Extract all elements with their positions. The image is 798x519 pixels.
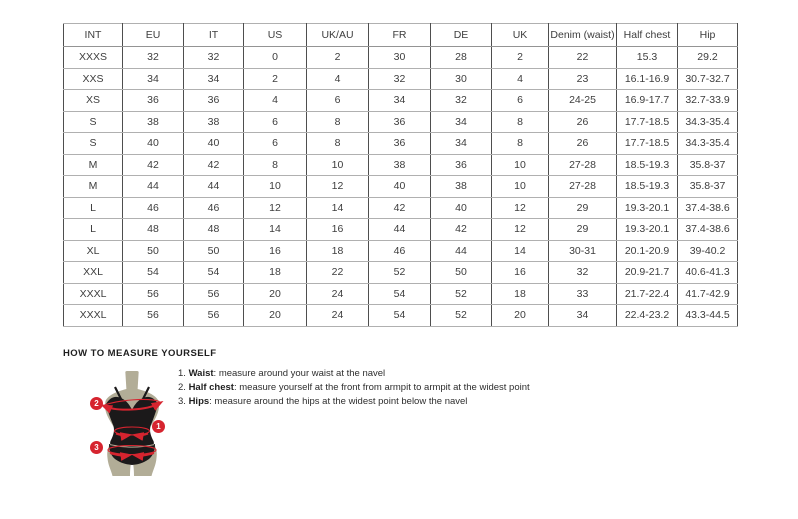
table-cell: 6	[307, 90, 369, 112]
table-cell: 10	[492, 154, 549, 176]
table-cell: 52	[431, 283, 492, 305]
table-cell: 48	[184, 219, 244, 241]
measure-steps	[178, 369, 530, 411]
table-cell: 6	[492, 90, 549, 112]
table-cell: M	[64, 154, 123, 176]
table-cell: 17.7-18.5	[617, 111, 678, 133]
table-cell: 20	[244, 283, 307, 305]
table-cell: 40	[123, 133, 184, 155]
table-cell: 14	[244, 219, 307, 241]
table-cell: 34	[549, 305, 617, 327]
table-row	[64, 68, 738, 90]
table-cell: 30-31	[549, 240, 617, 262]
table-cell: 8	[307, 111, 369, 133]
table-cell: 37.4-38.6	[678, 197, 738, 219]
table-cell: 42	[123, 154, 184, 176]
table-cell: 36	[431, 154, 492, 176]
table-cell: 10	[307, 154, 369, 176]
column-header: INT	[64, 24, 123, 47]
table-cell: 54	[369, 283, 431, 305]
table-cell: 54	[123, 262, 184, 284]
table-cell: 40	[184, 133, 244, 155]
column-header: EU	[123, 24, 184, 47]
table-cell: 38	[369, 154, 431, 176]
column-header: DE	[431, 24, 492, 47]
table-cell: 0	[244, 47, 307, 69]
table-cell: 36	[184, 90, 244, 112]
table-cell: 16	[492, 262, 549, 284]
table-cell: 39-40.2	[678, 240, 738, 262]
table-cell: 34	[123, 68, 184, 90]
mannequin-neck	[125, 371, 138, 391]
table-row	[64, 197, 738, 219]
table-cell: 52	[431, 305, 492, 327]
table-cell: 30	[369, 47, 431, 69]
table-cell: 44	[369, 219, 431, 241]
size-chart-table	[63, 23, 738, 327]
table-cell: 16.1-16.9	[617, 68, 678, 90]
table-cell: XXS	[64, 68, 123, 90]
table-cell: 56	[123, 283, 184, 305]
column-header: Hip	[678, 24, 738, 47]
table-cell: 4	[492, 68, 549, 90]
table-cell: 48	[123, 219, 184, 241]
table-row	[64, 47, 738, 69]
table-cell: 18	[492, 283, 549, 305]
table-cell: 40.6-41.3	[678, 262, 738, 284]
table-cell: 43.3-44.5	[678, 305, 738, 327]
column-header: IT	[184, 24, 244, 47]
table-cell: XL	[64, 240, 123, 262]
table-cell: 8	[492, 111, 549, 133]
table-cell: 17.7-18.5	[617, 133, 678, 155]
measure-step: 3. Hips: measure around the hips at the widest point below the navel	[178, 396, 468, 407]
table-cell: 36	[123, 90, 184, 112]
table-cell: 20.9-21.7	[617, 262, 678, 284]
column-header: Half chest	[617, 24, 678, 47]
table-cell: 46	[123, 197, 184, 219]
table-cell: 30.7-32.7	[678, 68, 738, 90]
table-cell: 40	[369, 176, 431, 198]
table-row	[64, 305, 738, 327]
column-header: UK	[492, 24, 549, 47]
table-cell: 54	[369, 305, 431, 327]
measure-step: 2. Half chest: measure yourself at the front from armpit to armpit at the widest point	[178, 382, 530, 393]
column-header: US	[244, 24, 307, 47]
table-cell: 8	[307, 133, 369, 155]
table-cell: 32	[184, 47, 244, 69]
table-cell: 27-28	[549, 154, 617, 176]
table-cell: 46	[184, 197, 244, 219]
table-cell: 42	[184, 154, 244, 176]
table-cell: 4	[244, 90, 307, 112]
table-cell: 35.8-37	[678, 176, 738, 198]
table-cell: 20.1-20.9	[617, 240, 678, 262]
table-row	[64, 111, 738, 133]
waist-point-badge: 1	[152, 420, 165, 433]
table-cell: 56	[184, 283, 244, 305]
column-header: FR	[369, 24, 431, 47]
table-cell: 24	[307, 305, 369, 327]
table-cell: 22	[549, 47, 617, 69]
table-cell: 15.3	[617, 47, 678, 69]
table-row	[64, 133, 738, 155]
table-row	[64, 90, 738, 112]
table-cell: 34	[184, 68, 244, 90]
table-cell: 14	[492, 240, 549, 262]
table-cell: 32	[549, 262, 617, 284]
table-cell: 20	[492, 305, 549, 327]
table-cell: 36	[369, 133, 431, 155]
table-cell: 32.7-33.9	[678, 90, 738, 112]
table-cell: 41.7-42.9	[678, 283, 738, 305]
table-cell: 38	[123, 111, 184, 133]
table-cell: 18	[244, 262, 307, 284]
hips-point-badge: 3	[90, 441, 103, 454]
table-cell: 18	[307, 240, 369, 262]
table-row	[64, 154, 738, 176]
table-cell: 36	[369, 111, 431, 133]
table-cell: 6	[244, 111, 307, 133]
table-cell: L	[64, 219, 123, 241]
table-cell: 50	[123, 240, 184, 262]
table-cell: 27-28	[549, 176, 617, 198]
table-cell: S	[64, 111, 123, 133]
table-cell: 21.7-22.4	[617, 283, 678, 305]
table-cell: 52	[369, 262, 431, 284]
table-cell: 10	[492, 176, 549, 198]
column-header: UK/AU	[307, 24, 369, 47]
table-cell: 4	[307, 68, 369, 90]
table-cell: 16	[244, 240, 307, 262]
table-cell: 34.3-35.4	[678, 111, 738, 133]
table-cell: 29	[549, 219, 617, 241]
table-cell: 16.9-17.7	[617, 90, 678, 112]
table-cell: 6	[244, 133, 307, 155]
table-cell: 29.2	[678, 47, 738, 69]
size-chart-body	[64, 47, 738, 327]
table-cell: 50	[184, 240, 244, 262]
table-cell: 8	[492, 133, 549, 155]
table-cell: 28	[431, 47, 492, 69]
table-cell: 12	[492, 219, 549, 241]
table-cell: 20	[244, 305, 307, 327]
table-cell: 12	[307, 176, 369, 198]
table-cell: XXXS	[64, 47, 123, 69]
table-cell: 38	[184, 111, 244, 133]
column-header: Denim (waist)	[549, 24, 617, 47]
table-cell: 22.4-23.2	[617, 305, 678, 327]
table-cell: 34	[369, 90, 431, 112]
table-cell: XXXL	[64, 305, 123, 327]
table-cell: S	[64, 133, 123, 155]
table-cell: 46	[369, 240, 431, 262]
table-cell: 56	[184, 305, 244, 327]
table-row	[64, 240, 738, 262]
table-cell: 56	[123, 305, 184, 327]
table-cell: 40	[431, 197, 492, 219]
table-row	[64, 176, 738, 198]
table-cell: 34	[431, 133, 492, 155]
table-cell: 2	[244, 68, 307, 90]
table-cell: 19.3-20.1	[617, 197, 678, 219]
table-cell: 42	[431, 219, 492, 241]
size-chart-header-row	[64, 24, 738, 47]
table-cell: 32	[369, 68, 431, 90]
table-cell: 26	[549, 133, 617, 155]
table-cell: 32	[431, 90, 492, 112]
table-cell: 24-25	[549, 90, 617, 112]
table-cell: 38	[431, 176, 492, 198]
table-cell: 2	[492, 47, 549, 69]
table-cell: 8	[244, 154, 307, 176]
table-cell: 50	[431, 262, 492, 284]
table-cell: XXL	[64, 262, 123, 284]
table-cell: 37.4-38.6	[678, 219, 738, 241]
table-cell: 2	[307, 47, 369, 69]
half-chest-point-badge: 2	[90, 397, 103, 410]
table-cell: 12	[492, 197, 549, 219]
table-cell: 23	[549, 68, 617, 90]
table-cell: XXXL	[64, 283, 123, 305]
table-cell: 32	[123, 47, 184, 69]
table-cell: 34	[431, 111, 492, 133]
table-row	[64, 219, 738, 241]
table-cell: 19.3-20.1	[617, 219, 678, 241]
table-cell: 44	[123, 176, 184, 198]
table-cell: 34.3-35.4	[678, 133, 738, 155]
table-cell: 16	[307, 219, 369, 241]
table-cell: 18.5-19.3	[617, 176, 678, 198]
table-cell: 29	[549, 197, 617, 219]
table-row	[64, 283, 738, 305]
table-cell: M	[64, 176, 123, 198]
table-cell: XS	[64, 90, 123, 112]
table-cell: 35.8-37	[678, 154, 738, 176]
measurement-figure	[86, 368, 178, 484]
table-cell: 42	[369, 197, 431, 219]
table-cell: 44	[431, 240, 492, 262]
measure-step: 1. Waist: measure around your waist at the navel	[178, 368, 386, 379]
table-cell: L	[64, 197, 123, 219]
table-cell: 10	[244, 176, 307, 198]
table-cell: 12	[244, 197, 307, 219]
table-cell: 22	[307, 262, 369, 284]
table-cell: 33	[549, 283, 617, 305]
how-to-measure-heading: HOW TO MEASURE YOURSELF	[63, 348, 217, 359]
table-cell: 18.5-19.3	[617, 154, 678, 176]
table-cell: 44	[184, 176, 244, 198]
table-cell: 24	[307, 283, 369, 305]
table-row	[64, 262, 738, 284]
table-cell: 54	[184, 262, 244, 284]
table-cell: 26	[549, 111, 617, 133]
table-cell: 30	[431, 68, 492, 90]
table-cell: 14	[307, 197, 369, 219]
